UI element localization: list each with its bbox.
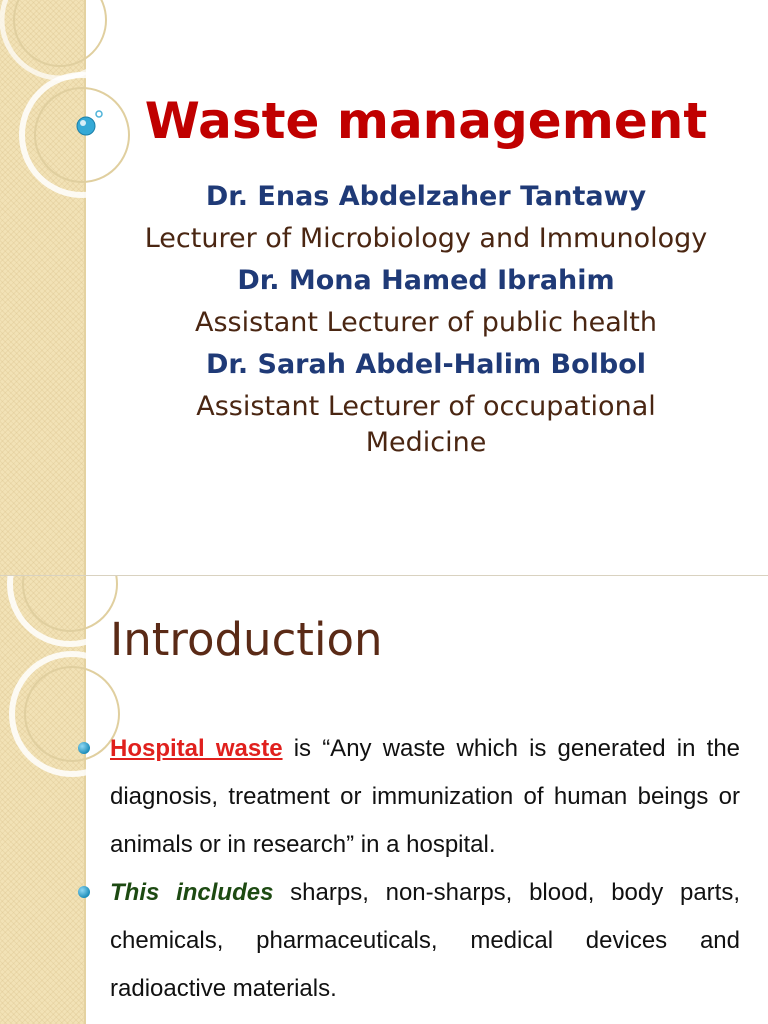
- bullet-text: sharps, non-sharps, blood, body parts, chemicals, pharmaceuticals, medical devices and radioactive materials.: [110, 879, 740, 1002]
- author-name: Dr. Sarah Abdel-Halim Bolbol: [205, 349, 647, 380]
- bullet-text: is “Any waste which is generated in the diagnosis, treatment or immunization of human beings or animals or in research” in a hospital.: [110, 735, 741, 858]
- section-title: Introduction: [110, 613, 383, 666]
- author-role-line: Medicine: [365, 427, 487, 458]
- author-role-line: Assistant Lecturer of occupational: [196, 391, 656, 422]
- author-role: Assistant Lecturer of public health: [194, 307, 657, 338]
- bullet-item: [110, 725, 740, 869]
- author-role: Lecturer of Microbiology and Immunology: [144, 223, 708, 254]
- author-name: Dr. Enas Abdelzaher Tantawy: [205, 181, 647, 212]
- slide-title: Waste management: [144, 92, 708, 150]
- bullet-item: [110, 869, 740, 1013]
- author-name: Dr. Mona Hamed Ibrahim: [237, 265, 615, 296]
- bullet-dot-icon: [78, 886, 90, 898]
- bullet-dot-icon: [78, 742, 90, 754]
- bullet-term: This includes: [110, 879, 274, 906]
- bullet-term: Hospital waste: [110, 735, 283, 762]
- bullet-list: [110, 725, 740, 1013]
- author-role: [84, 386, 768, 461]
- introduction-slide: [0, 576, 768, 1024]
- author-list: [84, 176, 768, 461]
